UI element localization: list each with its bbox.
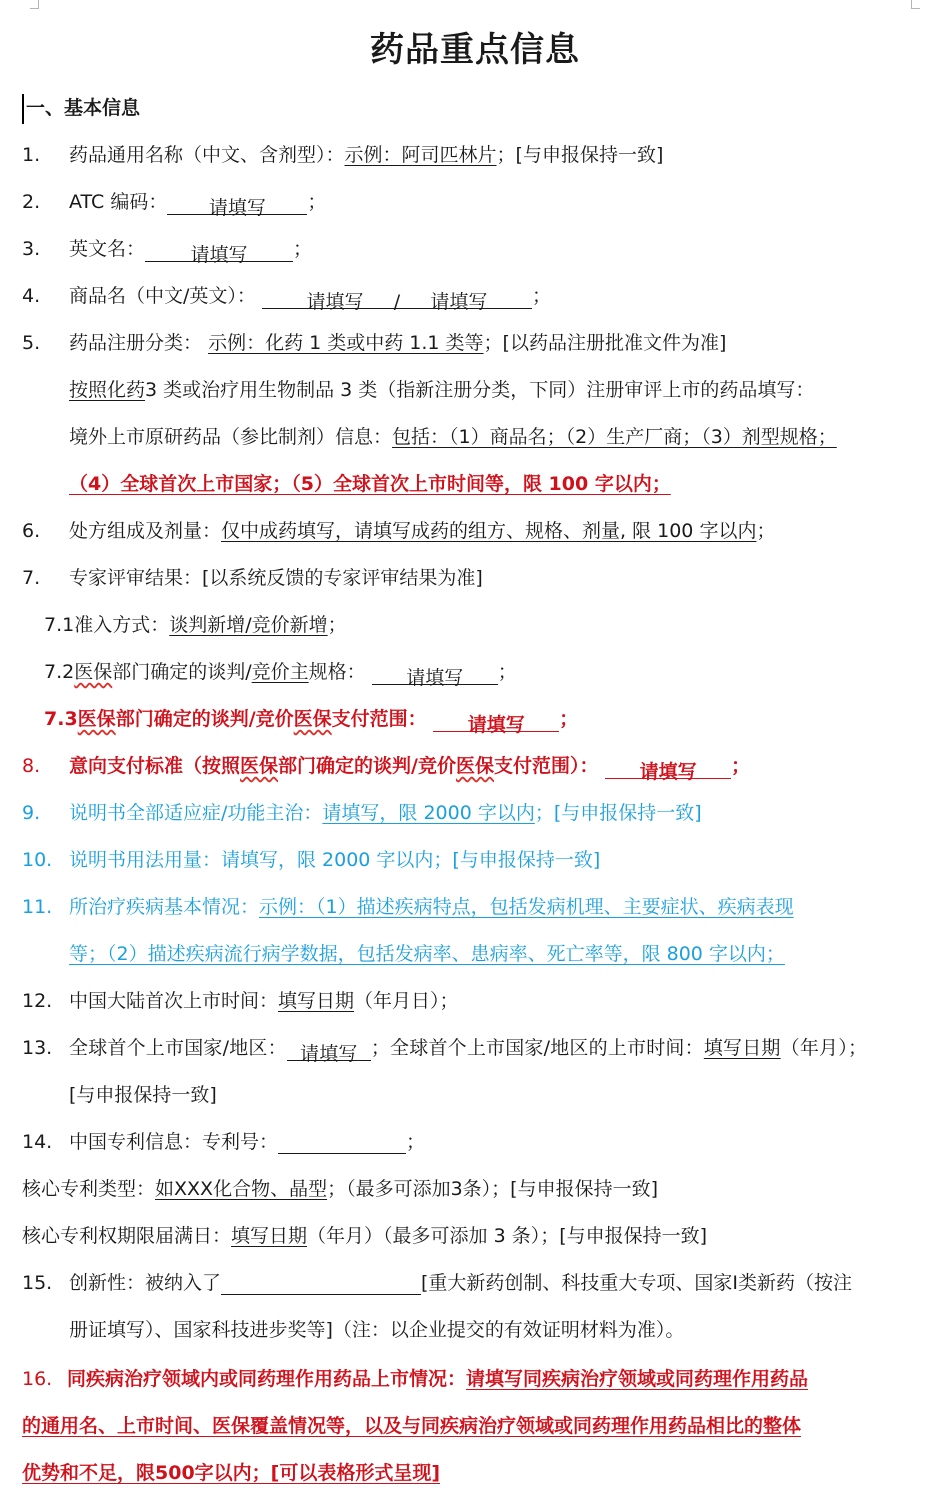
example-field[interactable]: 示例：化药 1 类或中药 1.1 类等 [208, 332, 484, 354]
text-run: 医保 [240, 755, 279, 777]
item-label: 说明书用法用量：请填写，限 2000 字以内；[与申报保持一致] [69, 849, 601, 871]
text-run[interactable]: 包括：（1）商品名；（2）生产厂商；（3）剂型规格； [392, 426, 837, 448]
text-run: 部门确定的谈判/竞价 [278, 755, 456, 777]
spec-input[interactable] [372, 658, 498, 689]
text-run[interactable]: 的通用名、上市时间、医保覆盖情况等，以及与同疾病治疗领域或同药理作用药品相比的整体 [22, 1415, 802, 1437]
fill-text: 请填写 [406, 667, 464, 689]
item-label: 中国专利信息：专利号： [69, 1131, 279, 1153]
text-run: [与申报保持一致] [69, 1084, 217, 1106]
item-end: ；（最多可添加3条）；[与申报保持一致] [327, 1178, 658, 1200]
item-number: 11. [22, 896, 53, 918]
date-field[interactable]: 填写日期 [278, 990, 355, 1012]
brand-name-input[interactable] [262, 282, 532, 313]
indication-field[interactable]: 请填写，限 2000 字以内 [322, 802, 535, 824]
separator: / [393, 291, 401, 313]
item-end: （年月）； [780, 1037, 868, 1059]
text-run: 3 类或治疗用生物制品 3 类（指新注册分类，下同）注册审评上市的药品填写： [145, 379, 815, 401]
item-label: 创新性：被纳入了 [69, 1272, 222, 1294]
date-field[interactable]: 填写日期 [231, 1225, 308, 1247]
item-number: 6. [22, 520, 41, 542]
item-end: ； [756, 520, 776, 542]
text-run: 医保 [77, 708, 116, 730]
item-end: ； [531, 285, 551, 307]
item-label: 说明书全部适应症/功能主治： [69, 802, 323, 824]
item-number: 8. [22, 755, 41, 777]
item-end: ； [406, 1131, 426, 1153]
item-number: 9. [22, 802, 41, 824]
patent-number-input[interactable] [278, 1127, 406, 1154]
innovation-input[interactable] [221, 1268, 421, 1295]
item-16-line-3 [22, 1453, 440, 1493]
text-run: 按照化药 [69, 379, 146, 401]
section-title: 一、基本信息 [26, 97, 141, 119]
item-end: ； [559, 708, 579, 730]
text-run[interactable]: 优势和不足，限500字以内；[可以表格形式呈现] [22, 1462, 441, 1484]
example-field[interactable]: 示例：阿司匹林片 [344, 144, 497, 166]
item-label: 同疾病治疗领域内或同药理作用药品上市情况： [67, 1368, 467, 1390]
fill-text: 请填写 [467, 714, 525, 736]
formula-field[interactable]: 仅中成药填写，请填写成药的组方、规格、剂量, 限 100 字以内 [221, 520, 757, 542]
item-label: 药品注册分类： [69, 332, 203, 354]
item-label: 核心专利类型： [22, 1178, 156, 1200]
section-heading [22, 88, 140, 128]
item-end: （年月日）； [354, 990, 459, 1012]
crop-mark-top-left [30, 0, 39, 9]
date-field[interactable]: 填写日期 [703, 1037, 781, 1059]
text-run: 意向支付标准（按照 [69, 755, 241, 777]
text-run: 医保 [455, 755, 494, 777]
fill-text: 请填写 [190, 244, 248, 266]
item-label: 7.1准入方式： [44, 614, 170, 636]
item-number: 12. [22, 990, 53, 1012]
crop-mark-top-right [911, 0, 920, 9]
atc-input[interactable] [167, 188, 307, 219]
item-number: 4. [22, 285, 41, 307]
text-run[interactable]: （4）全球首次上市国家；（5）全球首次上市时间等，限 100 字以内； [69, 473, 671, 495]
item-number: 1. [22, 144, 41, 166]
item-number: 3. [22, 238, 41, 260]
text-run: 规格： [308, 661, 366, 683]
text-run: 部门确定的谈判/ [112, 661, 252, 683]
country-input[interactable] [287, 1034, 371, 1065]
text-run: 部门确定的谈判/竞价 [115, 708, 294, 730]
fill-text: 请填写 [208, 197, 266, 219]
text-run: 册证填写）、国家科技进步奖等]（注：以企业提交的有效证明材料为准）。 [69, 1319, 685, 1341]
item-label: 商品名（中文/英文）： [69, 285, 256, 307]
text-run[interactable]: 等；（2）描述疾病流行病学数据，包括发病率、患病率、死亡率等，限 800 字以内； [69, 943, 785, 965]
patent-expiry [22, 1216, 707, 1256]
text-run: 支付范围）： [494, 755, 599, 777]
competitor-field[interactable]: 请填写同疾病治疗领域或同药理作用药品 [466, 1368, 809, 1390]
text-run: 境外上市原研药品（参比制剂）信息： [69, 426, 393, 448]
item-number: 15. [22, 1272, 53, 1294]
item-end: （年月）（最多可添加 3 条）；[与申报保持一致] [307, 1225, 708, 1247]
page-title: 药品重点信息 [370, 30, 580, 70]
item-label: 英文名： [69, 238, 146, 260]
text-run: 医保 [293, 708, 332, 730]
item-end: ； [307, 191, 327, 213]
item-16-line-2 [22, 1406, 801, 1446]
item-label: 药品通用名称（中文、含剂型）： [69, 144, 345, 166]
text-run: ；全球首个上市国家/地区的上市时间： [370, 1037, 704, 1059]
english-name-input[interactable] [145, 235, 293, 266]
item-note: ；[以药品注册批准文件为准] [483, 332, 727, 354]
item-number: 2. [22, 191, 41, 213]
item-label: 处方组成及剂量： [69, 520, 222, 542]
item-label: 中国大陆首次上市时间： [69, 990, 279, 1012]
item-number: 16. [22, 1368, 53, 1390]
item-label: 全球首个上市国家/地区： [69, 1037, 287, 1059]
item-label: 核心专利权期限届满日： [22, 1225, 232, 1247]
item-end: ； [327, 614, 347, 636]
text-run: 支付范围： [331, 708, 427, 730]
item-number: 14. [22, 1131, 53, 1153]
fill-text: 请填写 [306, 291, 364, 313]
item-note: ；[与申报保持一致] [496, 144, 664, 166]
text-cursor [22, 94, 24, 124]
item-label: 所治疗疾病基本情况： [69, 896, 260, 918]
item-7-2 [44, 652, 517, 692]
payment-scope-input[interactable] [433, 705, 559, 736]
text-run: 7.2 [44, 661, 75, 683]
access-mode-field[interactable]: 谈判新增/竞价新增 [169, 614, 328, 636]
item-number: 13. [22, 1037, 53, 1059]
item-label: 专家评审结果：[以系统反馈的专家评审结果为准] [69, 567, 483, 589]
patent-type [22, 1169, 658, 1209]
item-7-3 [44, 699, 578, 739]
fill-text: 请填写 [639, 761, 697, 783]
item-7-1 [44, 605, 347, 645]
patent-type-field[interactable]: 如XXX化合物、晶型 [155, 1178, 328, 1200]
item-number: 7. [22, 567, 41, 589]
fill-text: 请填写 [430, 291, 488, 313]
payment-standard-input[interactable] [605, 752, 731, 783]
item-label: ATC 编码： [69, 191, 168, 213]
item-number: 10. [22, 849, 53, 871]
item-end: ；[与申报保持一致] [534, 802, 702, 824]
text-run: 竞价主 [251, 661, 309, 683]
item-end: ； [293, 238, 313, 260]
text-run: 7.3 [44, 708, 78, 730]
fill-text: 请填写 [300, 1043, 358, 1065]
text-run: 医保 [74, 661, 113, 683]
item-end: [重大新药创制、科技重大专项、国家Ⅰ类新药（按注 [421, 1272, 853, 1294]
item-end: ； [497, 661, 517, 683]
item-end: ； [731, 755, 751, 777]
item-number: 5. [22, 332, 41, 354]
disease-field[interactable]: 示例：（1）描述疾病特点，包括发病机理、主要症状、疾病表现 [259, 896, 794, 918]
